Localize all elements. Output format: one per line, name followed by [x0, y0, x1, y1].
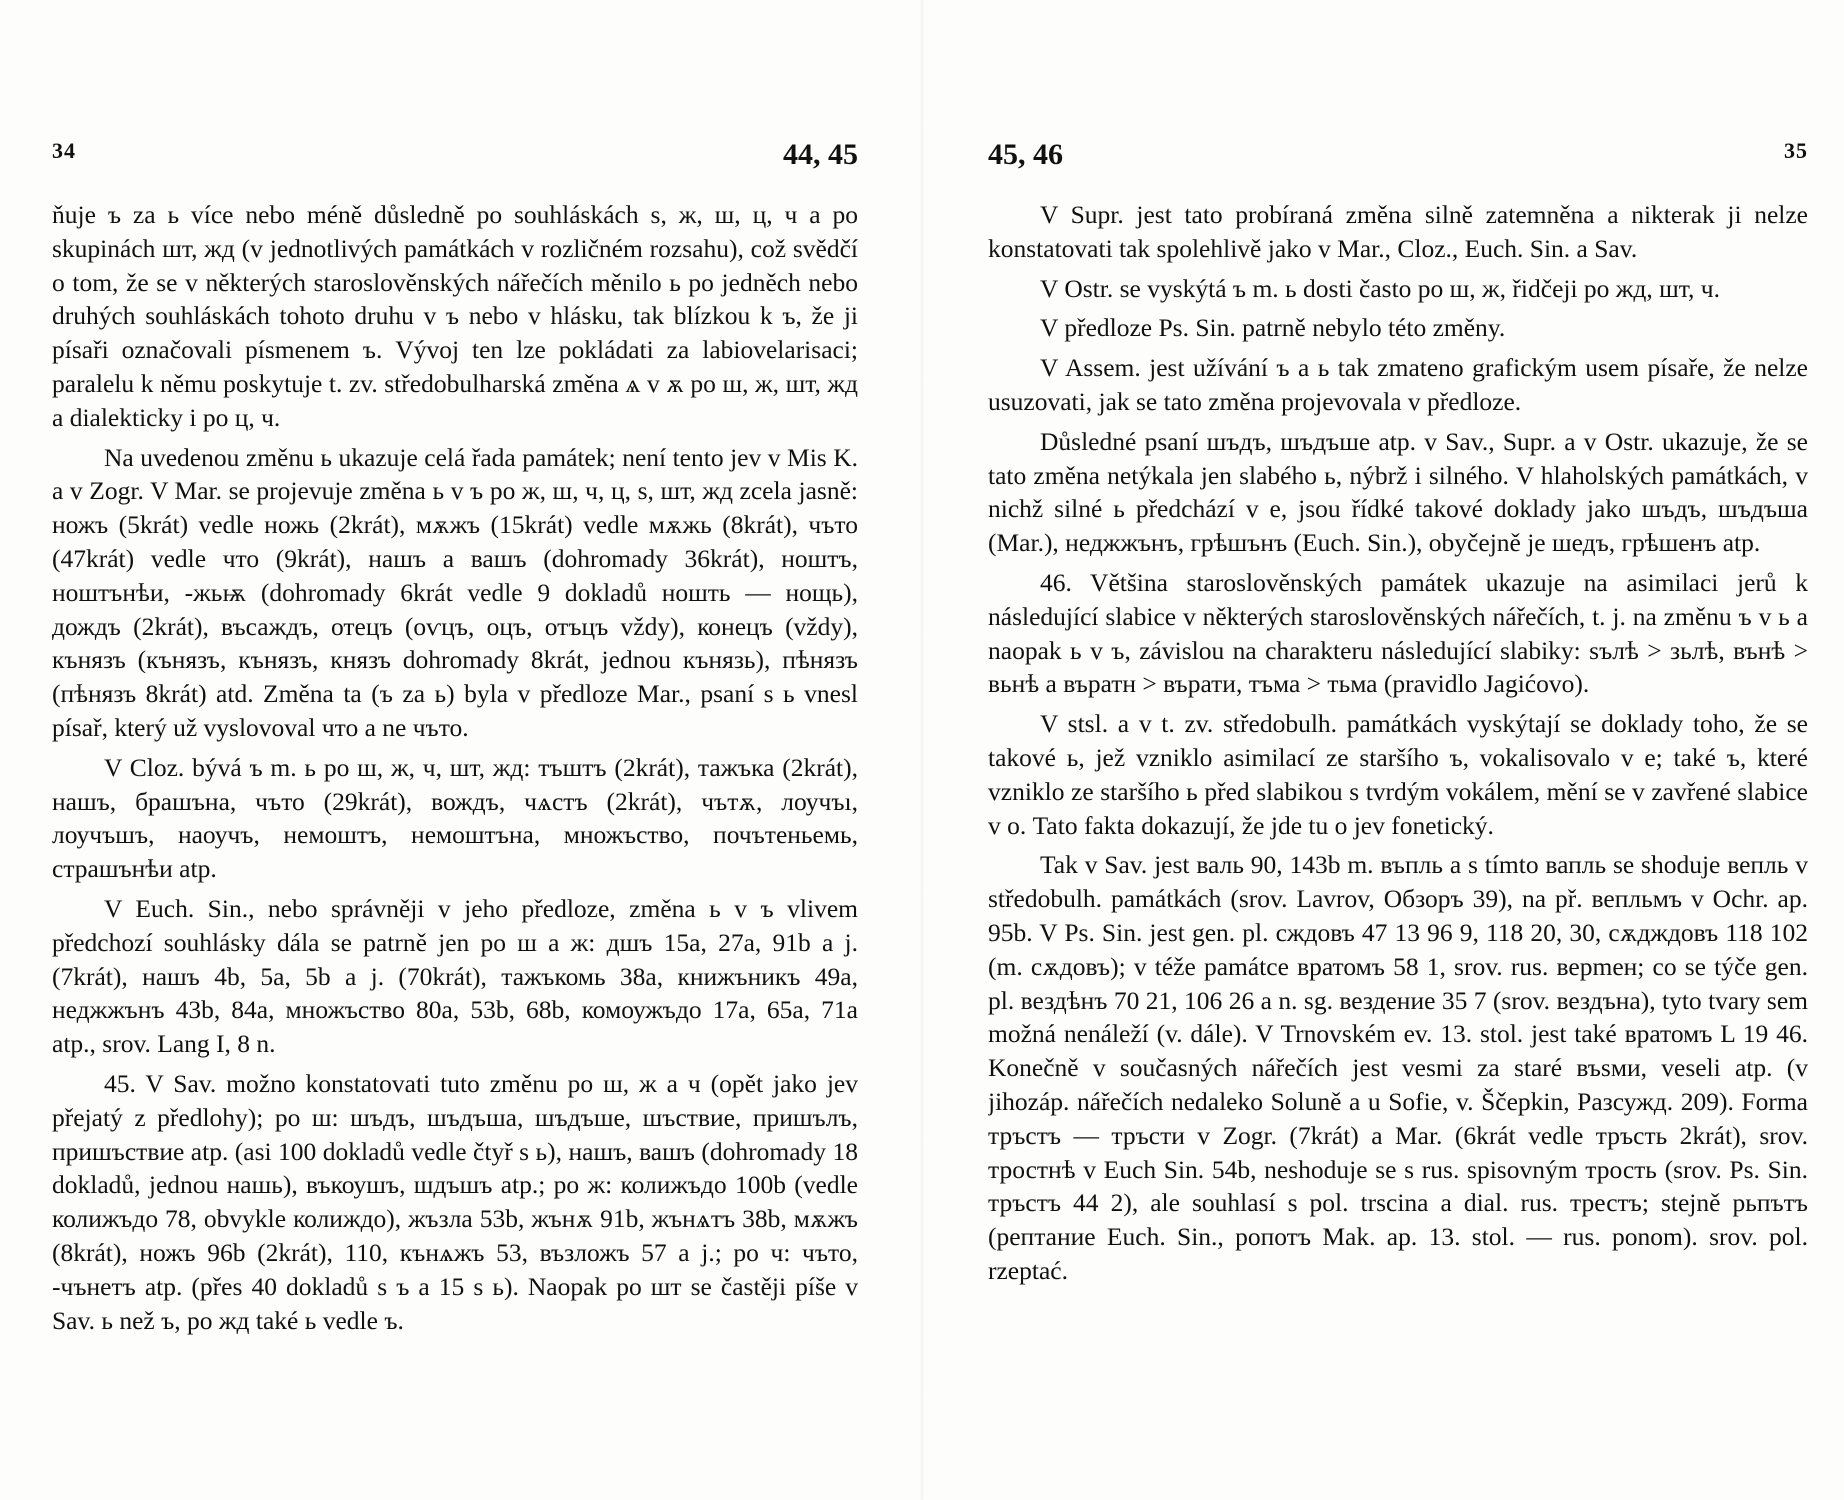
paragraph: V Euch. Sin., nebo správněji v jeho předloze, změna ь v ъ vlivem předchozí souhlásky dála se patrně jen po ш a ж: дшъ 15a, 27a, 91b a j. (7krát), нашъ 4b, 5a, 5b a j. (70krát), тажъкомь 38a, книжъникъ 49a, неджжънъ 43b, 84a, множъство 80a, 53b, 68b, комоужъдо 17a, 65a, 71a atp., srov. Lang I, 8 n. [52, 893, 858, 1059]
paragraph: V Cloz. bývá ъ m. ь po ш, ж, ч, шт, жд: тъштъ (2krát), тажъка (2krát), нашъ, брашъна, чъто (29krát), вождъ, чѧстъ (2krát), чътѫ, лоучъı, лоучъшъ, наоучъ, немоштъ, немоштъна, множъство, почътеньемь, страшънѣи atp. [52, 752, 858, 884]
left-page-header [52, 138, 858, 186]
section-reference: 44, 45 [783, 138, 858, 171]
paragraph: V předloze Ps. Sin. patrně nebylo této změny. [1040, 313, 1506, 343]
right-page [988, 138, 1808, 1478]
paragraph: V Assem. jest užívání ъ a ь tak zmateno grafickým usem písaře, že nelze usuzovati, jak se tato změna projevovala v předloze. [988, 353, 1808, 416]
paragraph: 46. Většina staroslověnských památek ukazuje na asimilaci jerů k následující slabice v některých staroslověnských nářečích, t. j. na změnu ъ v ь a naopak ь v ъ, závislou na charakteru následující slabiky: ѕълѣ > зьлѣ, вънѣ > вьнѣ a въратн > върати, тъма > тьма (pravidlo Jagićovo). [988, 567, 1808, 699]
right-page-body [988, 198, 1808, 1288]
gutter [920, 0, 924, 1500]
paragraph: Tak v Sav. jest валь 90, 143b m. въпль a s tímto вапль se shoduje вепль v středobulh. památkách (srov. Lavrov, Обзоръ 39), na př. вепльмъ v Ochr. ap. 95b. V Ps. Sin. jest gen. pl. сждовъ 47 13 96 9, 118 20, 30, сѫдждовъ 118 102 (m. сѫдовъ); v téže památce вратомъ 58 1, srov. rus. верmен; co se týče gen. pl. вездѣнъ 70 21, 106 26 a n. sg. вездение 35 7 (srov. вездъна), tyto tvary sem možná nenáleží (v. dále). V Trnovském ev. 13. stol. jest také вратомъ L 19 46. Konečně v současných nářečích jest vesmi za staré въѕми, veseli atp. (v jihozáp. nářečích nedaleko Soluně a u Sofie, v. Ščepkin, Разсужд. 209). Forma тръстъ — тръсти v Zogr. (7krát) a Mar. (6krát vedle тръсть 2krát), srov. тростнѣ v Euch Sin. 54b, neshoduje se s rus. spisovným трость (srov. Ps. Sin. тръстъ 44 2), ale souhlasí s pol. trscina a dial. rus. трестъ; stejně рьпътъ (рептание Euch. Sin., ропотъ Mak. ap. 13. stol. — rus. ponom). srov. pol. rzeptać. [988, 850, 1808, 1285]
paragraph: Na uvedenou změnu ь ukazuje celá řada památek; není tento jev v Mis K. a v Zogr. V Mar. se projevuje změna ь v ъ po ж, ш, ч, ц, ѕ, шт, жд zcela jasně: ножъ (5krát) vedle ножь (2krát), мѫжъ (15krát) vedle мѫжь (8krát), чъто (47krát) vedle что (9krát), нашъ a вашъ (dohromady 36krát), ноштъ, ноштънѣи, -жьѭ (dohromady 6krát vedle 9 dokladů ношть — нощь), дождъ (2krát), въсаждъ, отецъ (оѵцъ, оцъ, отъцъ vždy), конецъ (vždy), кънязъ (кънязъ, кънязъ, князъ dohromady 8krát, jednou кънязь), пѣнязъ (пѣнязъ 8krát) atd. Změna ta (ъ za ь) byla v předloze Mar., psaní s ь vnesl písař, který už vyslovoval что a ne чъто. [52, 442, 858, 742]
page-number: 35 [1784, 138, 1808, 163]
paragraph: V Supr. jest tato probíraná změna silně zatemněna a nikterak ji nelze konstatovati tak spolehlivě jako v Mar., Cloz., Euch. Sin. a Sav. [988, 200, 1808, 263]
section-reference: 45, 46 [988, 138, 1063, 171]
paragraph: Důsledné psaní шъдъ, шъдъше atp. v Sav., Supr. a v Ostr. ukazuje, že se tato změna netýkala jen slabého ь, nýbrž i silného. V hlaholských památkách, v nichž silné ь předchází v е, jsou řídké takové doklady jako шъдъ, шъдъша (Mar.), неджжънъ, грѣшънъ (Euch. Sin.), obyčejně je шедъ, грѣшенъ atp. [988, 426, 1808, 558]
right-page-header [988, 138, 1808, 186]
left-page [52, 138, 858, 1478]
paragraph: V Ostr. se vyskýtá ъ m. ь dosti často po ш, ж, řidčeji po жд, шт, ч. [1040, 273, 1720, 303]
paragraph: ňuje ъ za ь více nebo méně důsledně po souhláskách ѕ, ж, ш, ц, ч a po skupinách шт, жд (v jednotlivých památkách v rozličném rozsahu), což svědčí o tom, že se v některých staroslověnských nářečích měnilo ь po jedněch nebo druhých souhláskách tohoto druhu v ъ nebo v hlásku, tak blízkou k ъ, že ji písaři označovali písmenem ъ. Vývoj ten lze pokládati za labiovelarisaci; paralelu k němu poskytuje t. zv. středobulharská změna ѧ v ѫ po ш, ж, шт, жд a dialekticky i po ц, ч. [52, 200, 858, 432]
paragraph: V stsl. a v t. zv. středobulh. památkách vyskýtají se doklady toho, že se takové ь, jež vzniklo asimilací ze staršího ъ, vokalisovalo v е; také ъ, které vzniklo ze staršího ь před slabikou s tvrdým vokálem, mění se v zavřené slabice v о. Tato fakta dokazují, že jde tu o jev fonetický. [988, 709, 1808, 840]
page-number: 34 [52, 138, 76, 163]
left-page-body [52, 198, 858, 1337]
paragraph: 45. V Sav. možno konstatovati tuto změnu po ш, ж a ч (opět jako jev přejatý z předlohy); po ш: шъдъ, шъдъша, шъдъше, шъствие, пришълъ, пришъствие atp. (asi 100 dokladů vedle čtyř s ь), нашъ, вашъ (dohromady 18 dokladů, jednou нашь), въкоушъ, шдъшъ atp.; po ж: колижъдо 100b (vedle колижъдо 78, obvykle колиждо), жъзла 53b, жънѫ 91b, жънѧтъ 38b, мѫжъ (8krát), ножъ 96b (2krát), 110, кънѧжъ 53, възложъ 57 a j.; po ч: чъто, -чънетъ atp. (přes 40 dokladů s ъ a 15 s ь). Naopak po шт se častěji píše v Sav. ь než ъ, po жд také ь vedle ъ. [52, 1068, 858, 1335]
